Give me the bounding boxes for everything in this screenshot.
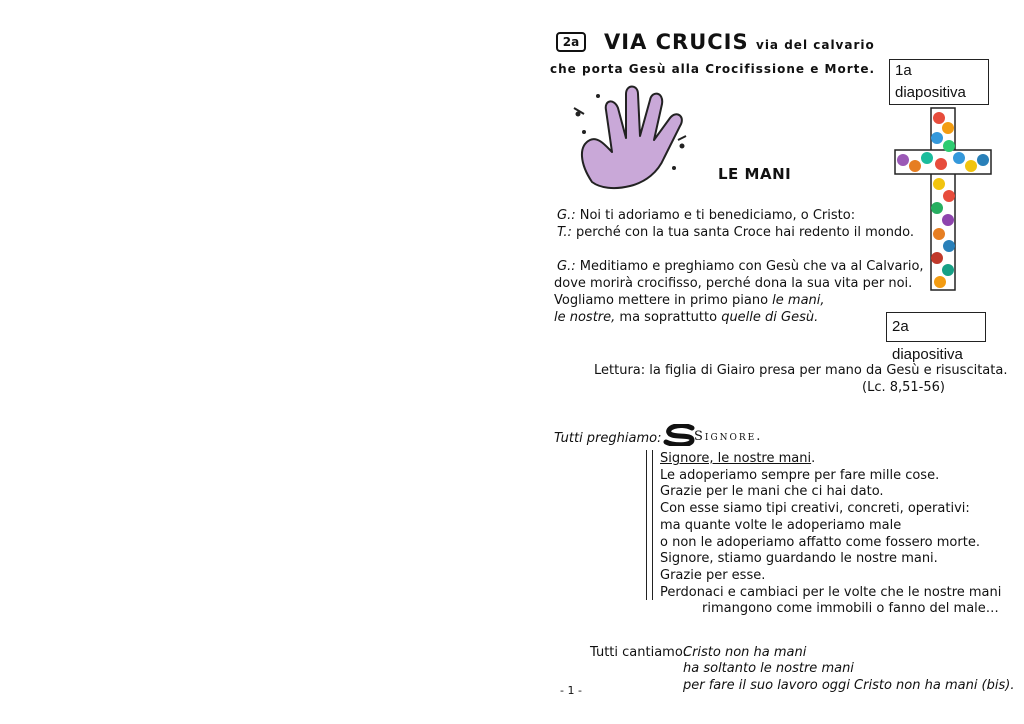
prayer-last-line: rimangono come immobili o fanno del male… xyxy=(702,601,999,616)
song-intro: Tutti cantiamo: xyxy=(590,645,688,660)
dialogue-line-g xyxy=(557,208,855,224)
page-title: VIA CRUCIS xyxy=(604,30,749,54)
song-line: Cristo non ha mani xyxy=(683,645,807,660)
page-number: - 1 - xyxy=(560,684,582,697)
section-title: LE MANI xyxy=(718,165,792,183)
slide-label-1: 1a diapositiva xyxy=(889,59,989,105)
prayer-first-line xyxy=(660,451,815,467)
meditation-emphasis: le nostre, xyxy=(554,310,616,325)
song-line: per fare il suo lavoro oggi Cristo non ha mani (bis). xyxy=(683,678,1015,693)
prayer-line: ma quante volte le adoperiamo male xyxy=(660,518,902,533)
speaker-label: G.: xyxy=(557,259,576,274)
signore-logo-text: Signore. xyxy=(694,429,763,444)
meditation-emphasis: le mani, xyxy=(772,293,825,308)
prayer-line: Signore, stiamo guardando le nostre mani. xyxy=(660,551,938,566)
meditation-emphasis: quelle di Gesù. xyxy=(721,310,819,325)
meditation-line-4 xyxy=(554,310,818,326)
prayer-line: Grazie per esse. xyxy=(660,568,766,583)
subtitle-line2: che porta Gesù alla Crocifissione e Morte. xyxy=(550,62,876,76)
dialogue-text: Noi ti adoriamo e ti benediciamo, o Cristo: xyxy=(575,208,856,223)
reading-line: Lettura: la figlia di Giairo presa per mano da Gesù e risuscitata. xyxy=(594,363,1008,378)
prayer-line: Le adoperiamo sempre per fare mille cose. xyxy=(660,468,940,483)
slide-label-2: 2a diapositiva xyxy=(886,312,986,342)
prayer-first-line-end: . xyxy=(811,451,816,466)
prayer-line: Grazie per le mani che ci hai dato. xyxy=(660,484,884,499)
song-line: ha soltanto le nostre mani xyxy=(683,661,854,676)
speaker-label: G.: xyxy=(557,208,576,223)
meditation-text: Meditiamo e preghiamo con Gesù che va al Calvario, xyxy=(575,259,924,274)
meditation-line-2: dove morirà crocifisso, perché dona la sua vita per noi. xyxy=(554,276,913,291)
signore-logo xyxy=(662,424,788,446)
prayer-line: Con esse siamo tipi creativi, concreti, operativi: xyxy=(660,501,970,516)
speaker-label: T.: xyxy=(557,225,572,240)
meditation-line-3 xyxy=(554,293,825,309)
dialogue-line-t xyxy=(557,225,914,241)
step-badge: 2a xyxy=(556,32,586,52)
meditation-line-1 xyxy=(557,259,924,275)
prayer-bracket xyxy=(646,450,653,600)
prayer-line: o non le adoperiamo affatto come fossero morte. xyxy=(660,535,980,550)
prayer-first-line-underlined: Signore, le nostre mani xyxy=(660,451,812,466)
subtitle-line1: via del calvario xyxy=(756,38,875,52)
hand-illustration xyxy=(570,84,694,192)
swirl-s-icon xyxy=(662,424,698,446)
meditation-text: ma soprattutto xyxy=(615,310,722,325)
prayer-line: Perdonaci e cambiaci per le volte che le nostre mani xyxy=(660,585,1002,600)
prayer-intro: Tutti preghiamo: xyxy=(554,431,662,446)
dialogue-text: perché con la tua santa Croce hai redento il mondo. xyxy=(571,225,915,240)
meditation-text: Vogliamo mettere in primo piano xyxy=(554,293,773,308)
reading-reference: (Lc. 8,51-56) xyxy=(862,380,945,395)
